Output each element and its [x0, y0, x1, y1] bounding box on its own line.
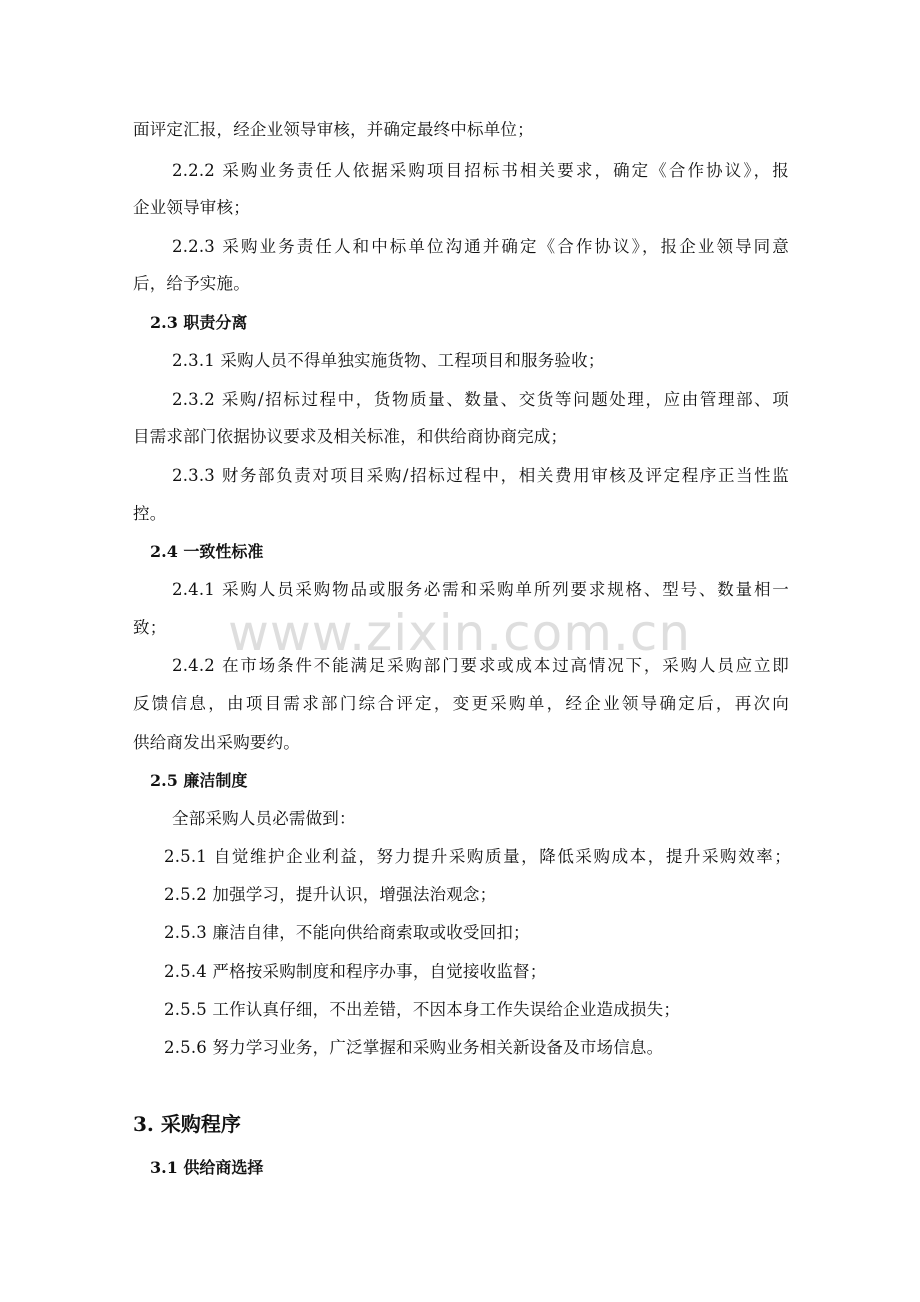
paragraph-line: 2.3.2 采购/招标过程中，货物质量、数量、交货等问题处理，应由管理部、项	[172, 390, 789, 409]
paragraph-line: 后，给予实施。	[133, 274, 250, 293]
paragraph-line: 2.3.1 采购人员不得单独实施货物、工程项目和服务验收；	[172, 351, 605, 370]
paragraph-line: 2.4.1 采购人员采购物品或服务必需和采购单所列要求规格、型号、数量相一	[172, 580, 789, 599]
paragraph-line: 致；	[133, 618, 167, 637]
paragraph-line: 目需求部门依据协议要求及相关标准，和供给商协商完成；	[133, 427, 568, 446]
watermark: www.zixin.com.cn	[228, 604, 692, 662]
paragraph-line: 控。	[133, 504, 167, 523]
list-item: 2.5.6 努力学习业务，广泛掌握和采购业务相关新设备及市场信息。	[164, 1038, 664, 1057]
paragraph-line: 全部采购人员必需做到：	[172, 809, 356, 828]
list-item: 2.5.5 工作认真仔细，不出差错，不因本身工作失误给企业造成损失；	[164, 1000, 681, 1019]
list-item: 2.5.2 加强学习，提升认识，增强法治观念；	[164, 885, 497, 904]
paragraph-line: 2.4.2 在市场条件不能满足采购部门要求或成本过高情况下，采购人员应立即	[172, 656, 789, 675]
paragraph-line: 2.3.3 财务部负责对项目采购/招标过程中，相关费用审核及评定程序正当性监	[172, 466, 789, 485]
list-item: 2.5.3 廉洁自律，不能向供给商索取或收受回扣；	[164, 923, 530, 942]
list-item: 2.5.1 自觉维护企业利益，努力提升采购质量，降低采购成本，提升采购效率；	[164, 847, 791, 866]
paragraph-line: 2.2.2 采购业务责任人依据采购项目招标书相关要求，确定《合作协议》，报	[172, 161, 789, 180]
section-heading-2-5: 2.5 廉洁制度	[150, 771, 248, 790]
list-item: 2.5.4 严格按采购制度和程序办事，自觉接收监督；	[164, 962, 547, 981]
paragraph-line: 2.2.3 采购业务责任人和中标单位沟通并确定《合作协议》，报企业领导同意	[172, 237, 789, 256]
paragraph-line: 反馈信息，由项目需求部门综合评定，变更采购单，经企业领导确定后，再次向	[133, 694, 789, 713]
section-heading-3: 3. 采购程序	[133, 1112, 241, 1136]
paragraph-line: 供给商发出采购要约。	[133, 733, 300, 752]
section-heading-3-1: 3.1 供给商选择	[150, 1158, 264, 1177]
section-heading-2-3: 2.3 职责分离	[150, 313, 248, 332]
section-heading-2-4: 2.4 一致性标准	[150, 542, 264, 561]
paragraph-line: 企业领导审核；	[133, 198, 250, 217]
paragraph-line: 面评定汇报，经企业领导审核，并确定最终中标单位；	[133, 120, 534, 139]
